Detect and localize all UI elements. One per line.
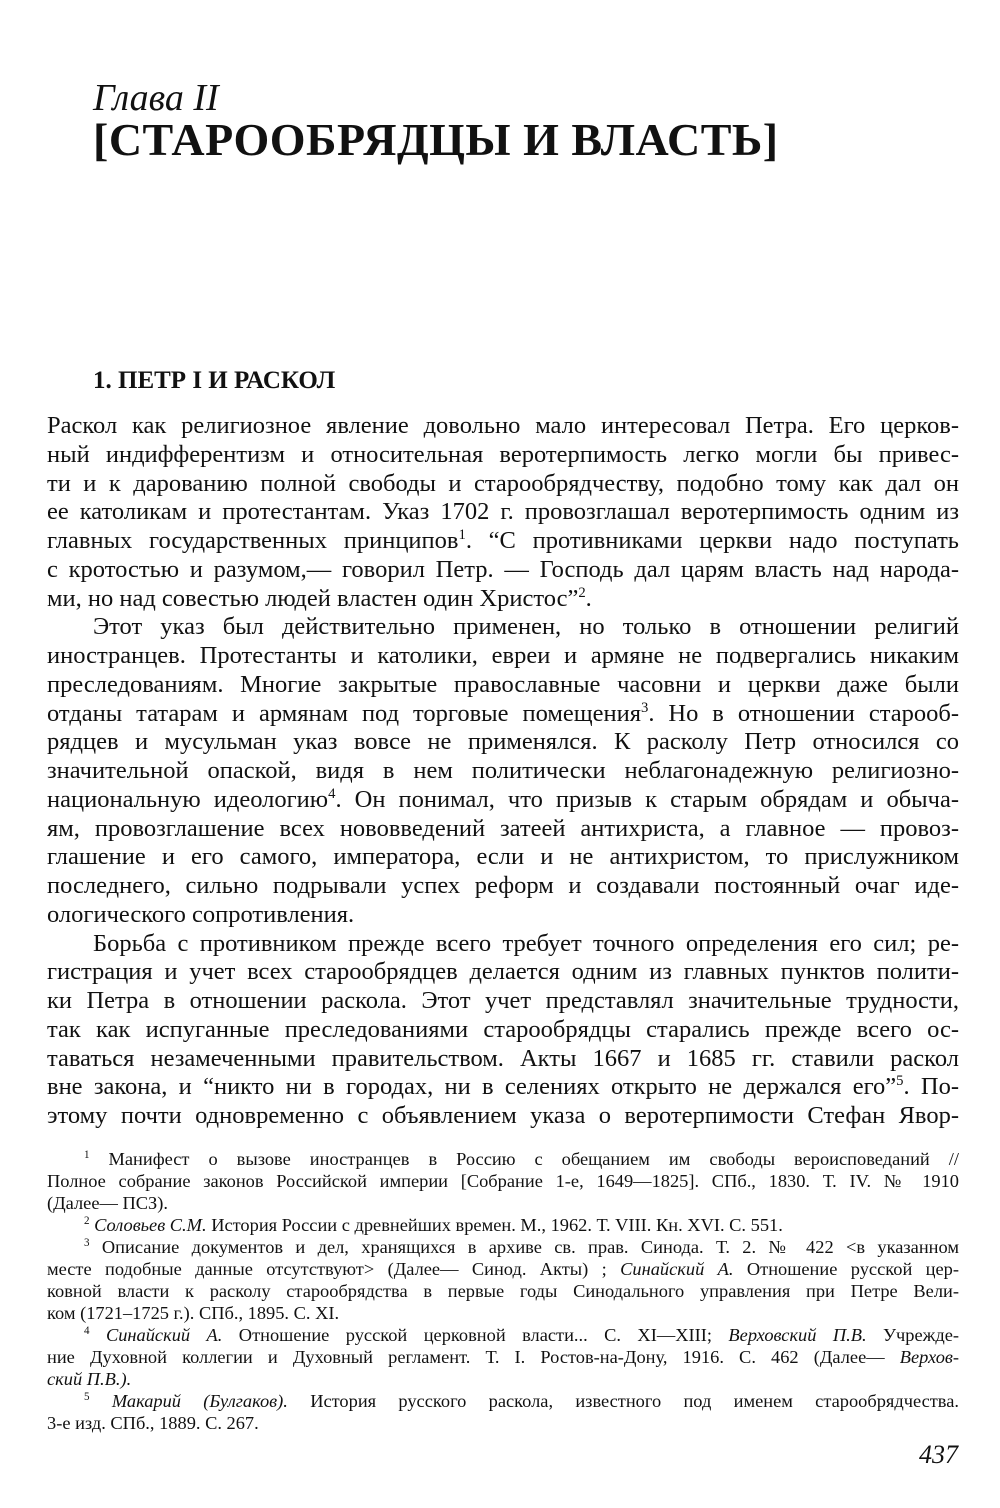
body-line: значительной опаской, видя в нем политически неблагонадежную религиозно- — [47, 757, 959, 784]
footnote-mark: 2 — [578, 584, 586, 601]
footnote-text: Описание документов и дел, хранящихся в архиве св. прав. Синода. Т. 2. № 422 <в указанном — [101, 1237, 959, 1257]
body-line — [47, 527, 959, 556]
footnote-line — [47, 1214, 959, 1236]
body-line: Борьба с противником прежде всего требует точного определения его сил; ре- — [93, 929, 959, 957]
chapter-title: [СТАРООБРЯДЦЫ И ВЛАСТЬ] — [93, 114, 779, 165]
body-line: последнего, сильно подрывали успех реформ и создавали постоянный очаг иде- — [47, 872, 959, 899]
footnote-text: месте подобные данные отсутствуют> (Далее— Синод. Акты) ; — [47, 1259, 621, 1279]
footnote-line — [47, 1258, 959, 1280]
body-line: так как испуганные преследованиями старообрядцы старались прежде всего ос- — [47, 1015, 959, 1043]
footnotes — [47, 1148, 959, 1434]
body-line-text: вне закона, и “никто ни в городах, ни в селениях открыто не держался его” — [47, 1073, 897, 1101]
body-line: Этот указ был действительно применен, но только в отношении религий — [93, 613, 959, 641]
footnote-author: Соловьев С.М. — [94, 1215, 207, 1235]
chapter-label: Глава II — [93, 77, 219, 119]
footnote-mark: 3 — [84, 1236, 90, 1249]
footnote-text: ние Духовной коллегии и Духовный регламент. Т. I. Ростов-на-Дону, 1916. С. 462 (Далее— — [47, 1347, 900, 1367]
section-title: 1. ПЕТР I И РАСКОЛ — [93, 367, 336, 394]
body-line: ти и к дарованию полной свободы и старообрядчеству, подобно тому как дал он — [47, 469, 959, 497]
footnote-line — [47, 1346, 959, 1368]
footnote-line — [47, 1368, 959, 1390]
body-line: иностранцев. Протестанты и католики, евреи и армяне не подвергались никаким — [47, 642, 959, 669]
body-line: ее католикам и протестантам. Указ 1702 г. провозглашал веротерпимость одним из — [47, 498, 959, 526]
footnote-author: Верховский П.В. — [728, 1325, 867, 1345]
footnote-line: Полное собрание законов Российской империи [Собрание 1-е, 1649—1825]. СПб., 1830. Т. IV. № 1910 — [47, 1171, 959, 1191]
body-line-text: . Но в отношении староoб- — [648, 699, 959, 727]
body-line: с кротостью и разумом,— говорил Петр. — Господь дал царям власть над народа- — [47, 555, 959, 583]
footnote-author: Верхов- — [899, 1347, 959, 1367]
footnote-mark: 5 — [84, 1390, 90, 1403]
body-line: Раскол как религиозное явление довольно мало интересовал Петра. Его церков- — [47, 412, 959, 439]
body-line — [47, 786, 959, 815]
body-line: ям, провозглашение всех нововведений затеей антихриста, а главное — провоз- — [47, 814, 959, 842]
body-line: ологического сопротивления. — [47, 900, 355, 928]
footnote-text: ский П.В.). — [47, 1369, 132, 1389]
body-line — [47, 700, 959, 729]
footnote-mark: 1 — [458, 527, 466, 543]
footnote-mark: 4 — [84, 1324, 90, 1337]
body-text — [47, 412, 959, 1131]
body-line-text: . По- — [903, 1073, 959, 1101]
footnote-mark: 4 — [328, 785, 336, 802]
body-line: глашение и его самого, императора, если и не антихристом, то прислужником — [47, 843, 959, 871]
body-line-text: ми, но над совестью людей властен один Христос” — [47, 584, 579, 612]
footnote-line — [47, 1236, 959, 1258]
footnote-line — [47, 1148, 959, 1170]
body-line-text: . Он понимал, что призыв к старым обрядам и обыча- — [335, 785, 959, 813]
footnote-text: Манифест о вызове иностранцев в Россию с обещанием им свободы вероисповеданий // — [108, 1149, 959, 1169]
body-line — [47, 585, 959, 614]
footnote-mark: 2 — [84, 1214, 90, 1227]
footnote-text: История русского раскола, известного под именем старообрядчества. — [310, 1391, 959, 1411]
footnote-line: (Далее— ПСЗ). — [47, 1193, 168, 1213]
body-line: гистрация и учет всех старообрядцев делается одним из главных пунктов полити- — [47, 958, 959, 986]
footnote-line: ковной власти к расколу старообрядства в первые годы Синодального управления при Петре Вели- — [47, 1281, 959, 1301]
body-line-text: . “С противниками церкви надо поступать — [465, 527, 959, 554]
body-line: ки Петра в отношении раскола. Этот учет представлял значительные трудности, — [47, 987, 959, 1014]
body-line: этому почти одновременно с объявлением указа о веротерпимости Стефан Явор- — [47, 1102, 959, 1129]
footnote-text: Учрежде- — [866, 1325, 959, 1345]
footnote-line — [47, 1324, 959, 1346]
footnote-author: Макарий (Булгаков). — [111, 1391, 288, 1411]
body-line: ный индифферентизм и относительная веротерпимость легко могли бы привес- — [47, 440, 959, 468]
footnote-line: ком (1721–1725 г.). СПб., 1895. С. XI. — [47, 1303, 340, 1323]
body-line — [47, 1073, 959, 1102]
body-line: таваться незамеченными правительством. Акты 1667 и 1685 гг. ставили раскол — [47, 1044, 959, 1072]
footnote-mark: 1 — [84, 1148, 90, 1161]
footnote-mark: 5 — [896, 1073, 904, 1090]
body-line-text: национальную идеологию — [47, 785, 329, 813]
footnote-author: Синайский А. — [620, 1259, 734, 1279]
footnote-text: Отношение русской церковной власти... С. XI—XIII; — [238, 1325, 729, 1345]
footnote-text: Отношение русской цер- — [733, 1259, 959, 1279]
footnote-author: Синайский А. — [105, 1325, 223, 1345]
body-line-text: отданы татарам и армянам под торговые помещения — [47, 699, 641, 727]
footnote-text: История России с древнейших времен. М., 1962. Т. VIII. Кн. XVI. С. 551. — [211, 1215, 783, 1235]
body-line-text: . — [585, 584, 592, 612]
footnote-line: 3-е изд. СПб., 1889. С. 267. — [47, 1413, 259, 1433]
body-line: рядцев и мусульман указ вовсе не применялся. К расколу Петр относился со — [47, 728, 959, 756]
body-line: преследованиям. Многие закрытые православные часовни и церкви даже были — [47, 670, 959, 698]
body-line-text: главных государственных принципов — [47, 527, 459, 554]
footnote-mark: 3 — [640, 699, 649, 716]
footnote-line — [47, 1390, 959, 1412]
page-number: 437 — [919, 1440, 958, 1469]
